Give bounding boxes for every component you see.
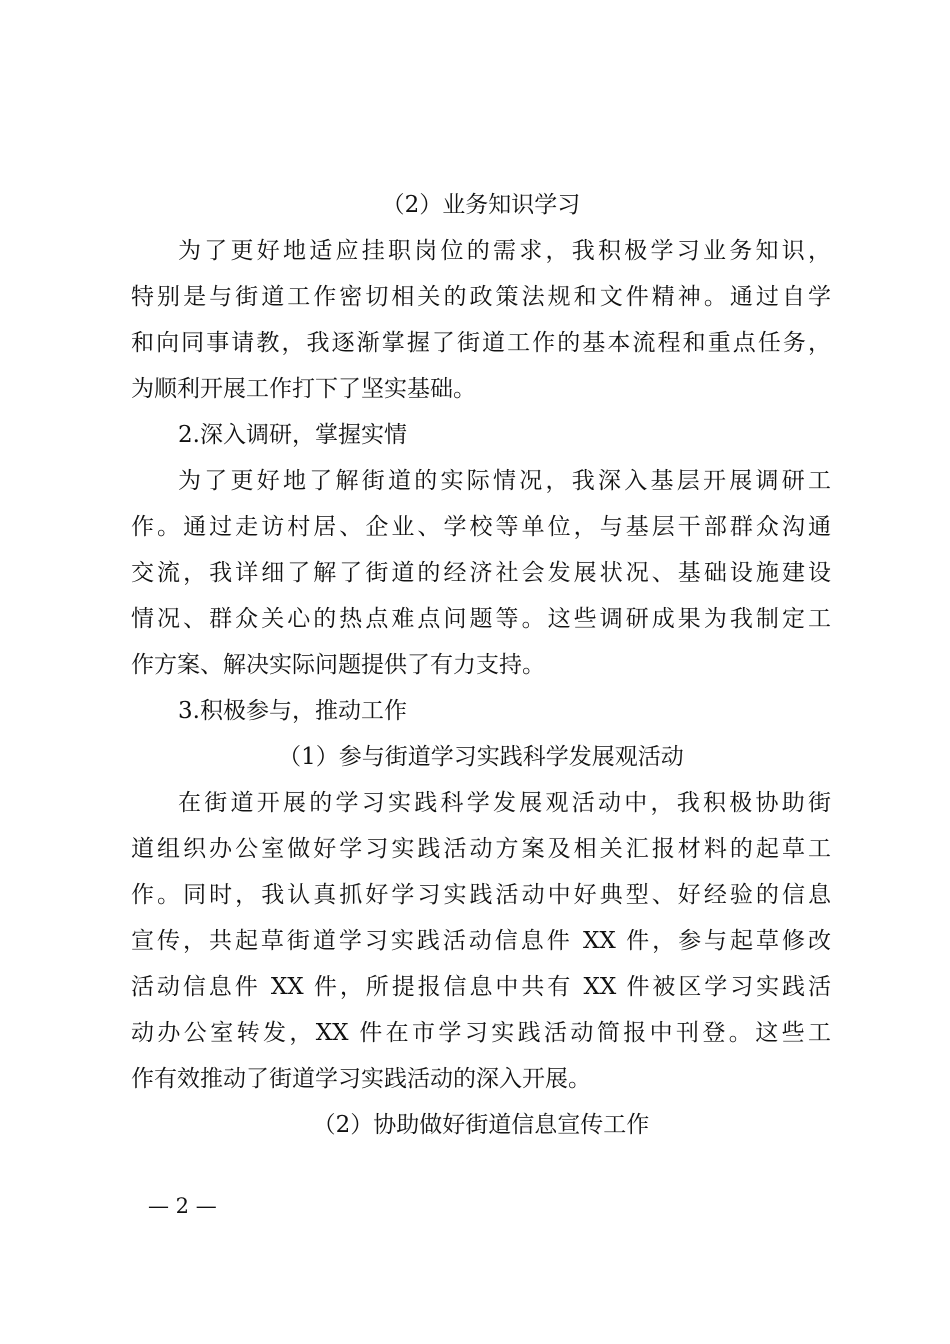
document-body bbox=[131, 182, 831, 1148]
paragraph-line: 交流，我详细了解了街道的经济社会发展状况、基础设施建设 bbox=[131, 560, 831, 586]
section-heading-research: 2.深入调研，掌握实情 bbox=[178, 422, 407, 448]
paragraph-line: 为顺利开展工作打下了坚实基础。 bbox=[131, 376, 476, 402]
paragraph-line: 为了更好地了解街道的实际情况，我深入基层开展调研工 bbox=[178, 468, 831, 494]
section-heading-practice-activity: （1）参与街道学习实践科学发展观活动 bbox=[278, 744, 684, 770]
paragraph-line: 作。通过走访村居、企业、学校等单位，与基层干部群众沟通 bbox=[131, 514, 831, 540]
paragraph-business-knowledge bbox=[131, 228, 831, 412]
section-heading-participation: 3.积极参与，推动工作 bbox=[178, 698, 407, 724]
page-number: — 2 — bbox=[148, 1194, 217, 1218]
paragraph-line: 作。同时，我认真抓好学习实践活动中好典型、好经验的信息 bbox=[131, 882, 831, 908]
paragraph-practice-activity bbox=[131, 780, 831, 1102]
paragraph-line: 特别是与街道工作密切相关的政策法规和文件精神。通过自学 bbox=[131, 284, 831, 310]
section-heading-business-knowledge: （2）业务知识学习 bbox=[381, 192, 581, 218]
paragraph-line: 动办公室转发，XX 件在市学习实践活动简报中刊登。这些工 bbox=[131, 1020, 831, 1046]
paragraph-line: 和向同事请教，我逐渐掌握了街道工作的基本流程和重点任务， bbox=[131, 330, 831, 356]
paragraph-line: 宣传，共起草街道学习实践活动信息件 XX 件，参与起草修改 bbox=[131, 928, 831, 954]
section-heading-information-publicity: （2）协助做好街道信息宣传工作 bbox=[312, 1112, 650, 1138]
paragraph-line: 为了更好地适应挂职岗位的需求，我积极学习业务知识， bbox=[178, 238, 831, 264]
paragraph-line: 活动信息件 XX 件，所提报信息中共有 XX 件被区学习实践活 bbox=[131, 974, 831, 1000]
paragraph-line: 作有效推动了街道学习实践活动的深入开展。 bbox=[131, 1066, 591, 1092]
paragraph-line: 道组织办公室做好学习实践活动方案及相关汇报材料的起草工 bbox=[131, 836, 831, 862]
paragraph-line: 情况、群众关心的热点难点问题等。这些调研成果为我制定工 bbox=[131, 606, 831, 632]
paragraph-line: 在街道开展的学习实践科学发展观活动中，我积极协助街 bbox=[178, 790, 831, 816]
paragraph-research bbox=[131, 458, 831, 688]
paragraph-line: 作方案、解决实际问题提供了有力支持。 bbox=[131, 652, 545, 678]
